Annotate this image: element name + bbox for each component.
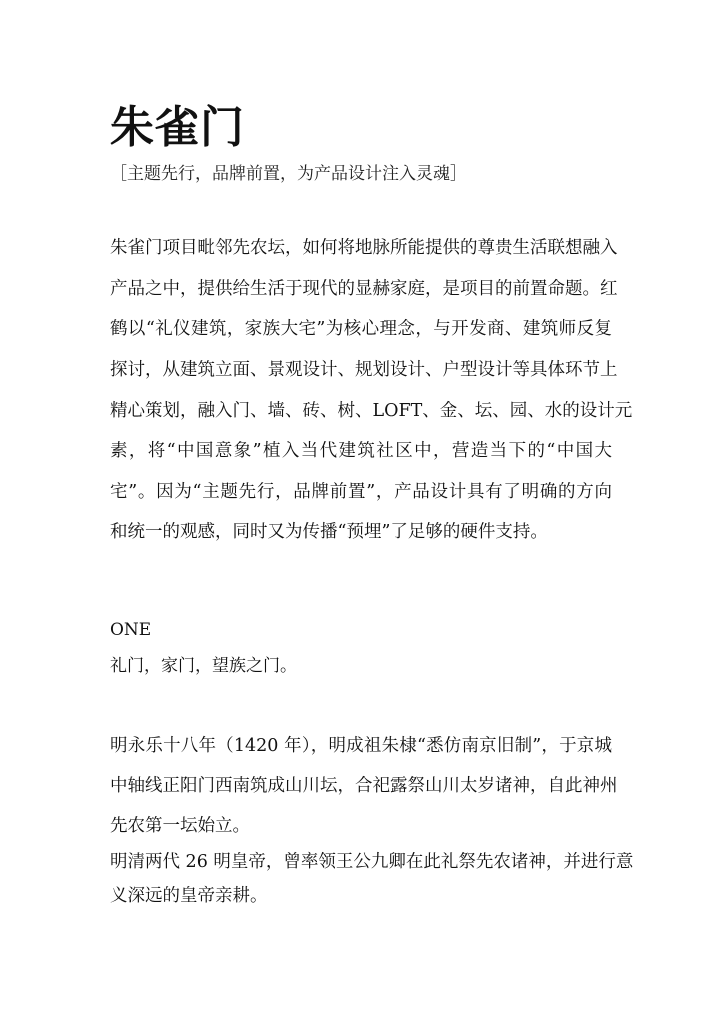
text-line: 中轴线正阳门西南筑成山川坛，合祀露祭山川太岁诸神，自此神州 [110, 776, 618, 796]
text-line: 精心策划，融入门、墙、砖、树、LOFT、金、坛、园、水的设计元 [110, 401, 633, 421]
text-line: 素，将“中国意象”植入当代建筑社区中，营造当下的“中国大 [110, 441, 612, 461]
text-line: 明永乐十八年（1420 年），明成祖朱棣“悉仿南京旧制”，于京城 [110, 736, 612, 756]
text-line: 和统一的观感，同时又为传播“预埋”了足够的硬件支持。 [110, 522, 548, 542]
text-line: 鹤以“礼仪建筑，家族大宅”为核心理念，与开发商、建筑师反复 [110, 319, 612, 339]
text-line: 义深远的皇帝亲耕。 [110, 886, 268, 906]
text-line: 朱雀门项目毗邻先农坛，如何将地脉所能提供的尊贵生活联想融入 [110, 238, 618, 258]
text-line: 宅”。因为“主题先行，品牌前置”，产品设计具有了明确的方向 [110, 482, 612, 502]
text-line: 探讨，从建筑立面、景观设计、规划设计、户型设计等具体环节上 [110, 360, 618, 380]
page-subtitle: ［主题先行，品牌前置，为产品设计注入灵魂］ [110, 164, 467, 184]
text-line: 先农第一坛始立。 [110, 816, 250, 836]
text-line: 产品之中，提供给生活于现代的显赫家庭，是项目的前置命题。红 [110, 279, 618, 299]
text-line: 明清两代 26 明皇帝，曾率领王公九卿在此礼祭先农诸神，并进行意 [110, 852, 634, 872]
section-heading: 礼门，家门，望族之门。 [110, 656, 297, 676]
section-label: ONE [110, 620, 152, 640]
page-title: 朱雀门 [110, 102, 245, 153]
